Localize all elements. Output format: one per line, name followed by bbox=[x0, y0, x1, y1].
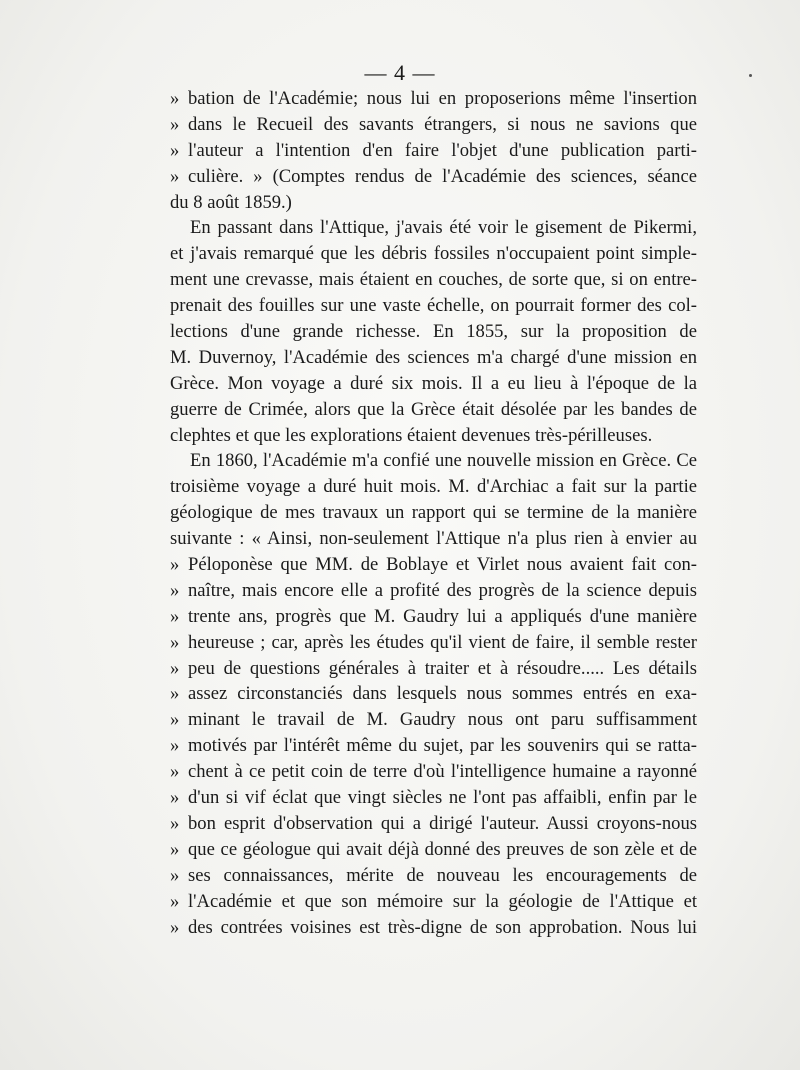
text-line bbox=[170, 733, 697, 759]
quote-mark: » bbox=[170, 631, 180, 653]
line-text: En 1860, l'Académie m'a confié une nouvelle mission en Grèce. Ce bbox=[190, 450, 697, 472]
line-text: M. Duvernoy, l'Académie des sciences m'a chargé d'une mission en bbox=[170, 346, 697, 368]
text-line bbox=[170, 319, 697, 345]
line-text: géologique de mes travaux un rapport qui se termine de la manière bbox=[170, 502, 697, 524]
line-text: motivés par l'intérêt même du sujet, par les souvenirs qui se ratta- bbox=[188, 735, 697, 757]
line-text: clephtes et que les explorations étaient devenues très-périlleuses. bbox=[170, 424, 653, 446]
line-text: naître, mais encore elle a profité des progrès de la science depuis bbox=[188, 579, 697, 601]
line-text: guerre de Crimée, alors que la Grèce était désolée par les bandes de bbox=[170, 398, 697, 420]
text-line bbox=[170, 707, 697, 733]
quote-mark: » bbox=[170, 579, 180, 601]
line-text: prenait des fouilles sur une vaste échelle, on pourrait former des col- bbox=[170, 295, 697, 317]
text-line bbox=[170, 681, 697, 707]
line-text: peu de questions générales à traiter et à résoudre..... Les détails bbox=[188, 657, 697, 679]
line-text: dans le Recueil des savants étrangers, si nous ne savions que bbox=[188, 113, 697, 135]
line-text: heureuse ; car, après les études qu'il vient de faire, il semble rester bbox=[188, 631, 697, 653]
quote-mark: » bbox=[170, 761, 180, 783]
text-line bbox=[170, 86, 697, 112]
line-text: l'auteur a l'intention d'en faire l'objet d'une publication parti- bbox=[188, 139, 697, 161]
quote-mark: » bbox=[170, 657, 180, 679]
text-line bbox=[170, 630, 697, 656]
line-text: bon esprit d'observation qui a dirigé l'auteur. Aussi croyons-nous bbox=[188, 812, 697, 834]
text-line bbox=[170, 215, 697, 241]
body-text bbox=[170, 86, 697, 940]
line-text: du 8 août 1859.) bbox=[170, 191, 292, 213]
quote-mark: » bbox=[170, 916, 180, 938]
quote-mark: » bbox=[170, 88, 180, 109]
line-text: d'un si vif éclat que vingt siècles ne l'ont pas affaibli, enfin par le bbox=[188, 787, 697, 809]
quote-mark: » bbox=[170, 709, 180, 731]
line-text: ses connaissances, mérite de nouveau les encouragements de bbox=[188, 864, 697, 886]
quote-mark: » bbox=[170, 838, 180, 860]
text-line bbox=[170, 811, 697, 837]
text-line bbox=[170, 915, 697, 941]
line-text: des contrées voisines est très-digne de son approbation. Nous lui bbox=[188, 916, 697, 938]
line-text: bation de l'Académie; nous lui en proposerions même l'insertion bbox=[188, 88, 697, 109]
quote-mark: » bbox=[170, 605, 180, 627]
quote-mark: » bbox=[170, 683, 180, 705]
line-text: lections d'une grande richesse. En 1855, sur la proposition de bbox=[170, 321, 697, 343]
text-line bbox=[170, 397, 697, 423]
text-line bbox=[170, 863, 697, 889]
text-line bbox=[170, 293, 697, 319]
line-text: que ce géologue qui avait déjà donné des preuves de son zèle et de bbox=[188, 838, 697, 860]
text-line bbox=[170, 656, 697, 682]
text-line bbox=[170, 345, 697, 371]
quote-mark: » bbox=[170, 735, 180, 757]
text-line bbox=[170, 552, 697, 578]
line-text: En passant dans l'Attique, j'avais été voir le gisement de Pikermi, bbox=[190, 217, 697, 239]
line-text: Péloponèse que MM. de Boblaye et Virlet nous avaient fait con- bbox=[188, 554, 697, 576]
text-line bbox=[170, 448, 697, 474]
line-text: chent à ce petit coin de terre d'où l'intelligence humaine a rayonné bbox=[188, 761, 697, 783]
text-line bbox=[170, 138, 697, 164]
line-text: minant le travail de M. Gaudry nous ont paru suffisamment bbox=[188, 709, 697, 731]
text-line bbox=[170, 190, 697, 216]
quote-mark: » bbox=[170, 890, 180, 912]
text-line bbox=[170, 604, 697, 630]
text-line bbox=[170, 578, 697, 604]
line-text: suivante : « Ainsi, non-seulement l'Attique n'a plus rien à envier au bbox=[170, 528, 697, 550]
line-text: culière. » (Comptes rendus de l'Académie des sciences, séance bbox=[188, 165, 697, 187]
text-line bbox=[170, 241, 697, 267]
quote-mark: » bbox=[170, 139, 180, 161]
text-line bbox=[170, 889, 697, 915]
line-text: ment une crevasse, mais étaient en couches, de sorte que, si on entre- bbox=[170, 269, 697, 291]
line-text: Grèce. Mon voyage a duré six mois. Il a eu lieu à l'époque de la bbox=[170, 372, 697, 394]
quote-mark: » bbox=[170, 554, 180, 576]
quote-mark: » bbox=[170, 165, 180, 187]
text-line bbox=[170, 526, 697, 552]
text-line bbox=[170, 371, 697, 397]
page-number: — 4 — bbox=[364, 60, 436, 85]
line-text: assez circonstanciés dans lesquels nous sommes entrés en exa- bbox=[188, 683, 697, 705]
text-line bbox=[170, 837, 697, 863]
text-line bbox=[170, 759, 697, 785]
line-text: troisième voyage a duré huit mois. M. d'Archiac a fait sur la partie bbox=[170, 476, 697, 498]
line-text: l'Académie et que son mémoire sur la géologie de l'Attique et bbox=[188, 890, 697, 912]
quote-mark: » bbox=[170, 812, 180, 834]
text-line bbox=[170, 423, 697, 449]
quote-mark: » bbox=[170, 787, 180, 809]
quote-mark: » bbox=[170, 113, 180, 135]
text-line bbox=[170, 267, 697, 293]
text-line bbox=[170, 112, 697, 138]
text-line bbox=[170, 785, 697, 811]
line-text: trente ans, progrès que M. Gaudry lui a appliqués d'une manière bbox=[188, 605, 697, 627]
quote-mark: » bbox=[170, 864, 180, 886]
ink-speck bbox=[749, 74, 752, 77]
text-line bbox=[170, 164, 697, 190]
text-line bbox=[170, 500, 697, 526]
line-text: et j'avais remarqué que les débris fossiles n'occupaient point simple- bbox=[170, 243, 697, 265]
text-line bbox=[170, 474, 697, 500]
